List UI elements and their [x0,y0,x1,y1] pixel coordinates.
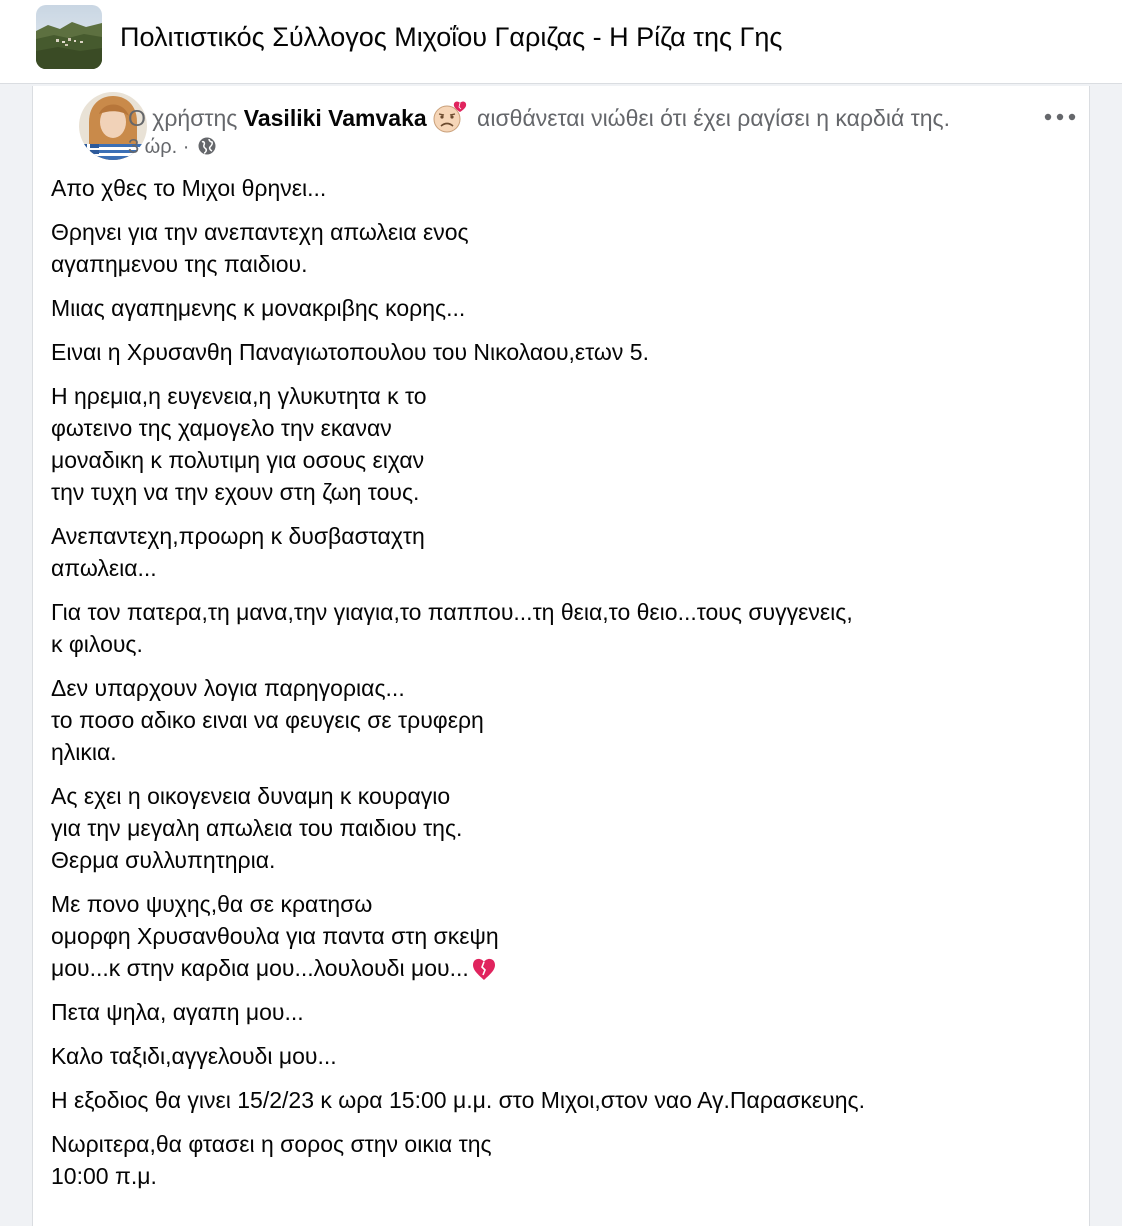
broken-heart-face-icon [430,100,468,134]
post-paragraph: Ας εχει η οικογενεια δυναμη κ κουραγιο για την μεγαλη απωλεια του παιδιου της. Θερμα συλλυπητηρια. [51,783,463,873]
post-paragraph: Πετα ψηλα, αγαπη μου... [51,999,304,1025]
post-paragraph-with-emoji [51,888,1051,984]
post-paragraph: Η εξοδιος θα γινει 15/2/23 κ ωρα 15:00 μ.μ. στο Μιχοι,στον ναο Αγ.Παρασκευης. [51,1087,866,1113]
post-paragraph: Για τον πατερα,τη μανα,την γιαγια,το παππου...τη θεια,το θειο...τους συγγενεις, κ φιλους. [51,599,853,657]
post-paragraph: Ειναι η Χρυσανθη Παναγιωτοπουλου του Νικολαου,ετων 5. [51,339,649,365]
post-paragraph: Ανεπαντεχη,προωρη κ δυσβασταχτη απωλεια... [51,523,425,581]
post-paragraph: Μιιας αγαπημενης κ μονακριβης κορης... [51,295,466,321]
post-paragraph: Απο χθες το Μιχοι θρηνει... [51,175,327,201]
post-card [32,86,1090,1226]
village-landscape-image [36,5,102,69]
broken-heart-icon [471,957,497,981]
author-name-link[interactable]: Vasiliki Vamvaka [243,105,427,131]
group-title[interactable]: Πολιτιστικός Σύλλογος Μιχοΐου Γαριζας - Η Ρίζα της Γης [120,22,783,52]
post-paragraph: Με πονο ψυχης,θα σε κρατησω ομορφη Χρυσανθουλα για παντα στη σκεψη μου...κ στην καρδια μου...λουλουδι μου... [51,891,499,981]
post-paragraph: Καλο ταξιδι,αγγελουδι μου... [51,1043,337,1069]
post-meta [128,134,217,160]
globe-icon[interactable] [197,136,217,156]
post-text [51,172,1051,1204]
more-dots-icon [1044,113,1076,121]
group-header [0,0,1122,84]
post-header-line [128,100,950,134]
post-timestamp[interactable]: 3 ώρ. [128,136,178,158]
meta-separator: · [177,136,196,158]
post-paragraph: Θρηνει για την ανεπαντεχη απωλεια ενος αγαπημενου της παιδιου. [51,219,469,277]
author-prefix: Ο χρήστης [128,105,244,131]
more-options-button[interactable] [1033,100,1087,134]
post-paragraph: Η ηρεμια,η ευγενεια,η γλυκυτητα κ το φωτεινο της χαμογελο την εκαναν μοναδικη κ πολυτιμη για οσους ειχαν την τυχη να την εχουν στη ζωη τους. [51,383,427,505]
feeling-text: αισθάνεται νιώθει ότι έχει ραγίσει η καρδιά της. [470,105,950,131]
group-cover-thumbnail[interactable] [36,5,102,69]
post-paragraph: Νωριτερα,θα φτασει η σορος στην οικια της 10:00 π.μ. [51,1131,492,1189]
post-paragraph: Δεν υπαρχουν λογια παρηγοριας... το ποσο αδικο ειναι να φευγεις σε τρυφερη ηλικια. [51,675,484,765]
